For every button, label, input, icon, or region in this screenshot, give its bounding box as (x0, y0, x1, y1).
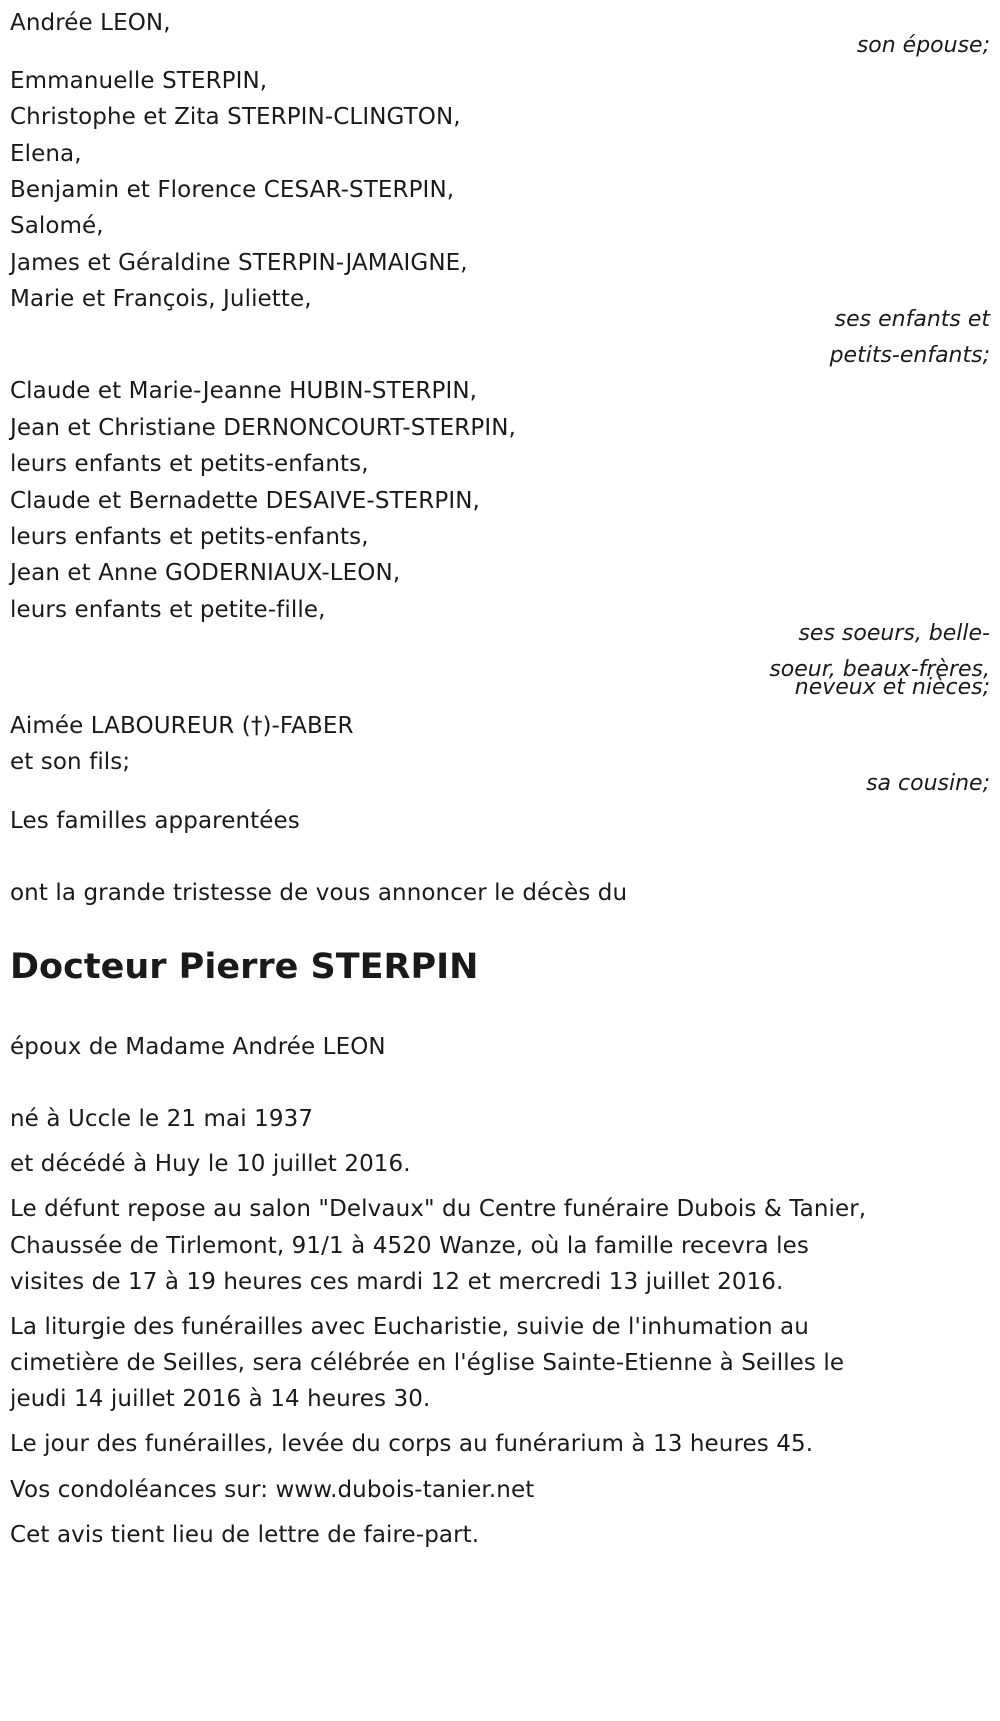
child-line: James et Géraldine STERPIN-JAMAIGNE, (10, 250, 468, 276)
child-line: Elena, (10, 141, 82, 167)
rest-line: Le défunt repose au salon "Delvaux" du Centre funéraire Dubois & Tanier, (10, 1196, 867, 1222)
child-line: Salomé, (10, 213, 104, 239)
siblings-role: ses soeurs, belle- (798, 621, 990, 646)
cousin-role: sa cousine; (866, 771, 990, 796)
siblings-role: soeur, beaux-frères, (769, 657, 990, 682)
death-line: et décédé à Huy le 10 juillet 2016. (10, 1151, 411, 1177)
announcement-line: ont la grande tristesse de vous annoncer le décès du (10, 880, 628, 906)
liturgy-line: jeudi 14 juillet 2016 à 14 heures 30. (10, 1386, 431, 1412)
rest-line: visites de 17 à 19 heures ces mardi 12 et mercredi 13 juillet 2016. (10, 1269, 784, 1295)
cousin-line: et son fils; (10, 749, 131, 775)
sibling-line: leurs enfants et petits-enfants, (10, 451, 369, 477)
families-line: Les familles apparentées (10, 808, 300, 834)
sibling-line: Claude et Marie-Jeanne HUBIN-STERPIN, (10, 378, 478, 404)
sibling-line: Jean et Christiane DERNONCOURT-STERPIN, (10, 415, 516, 441)
children-role: ses enfants et (834, 307, 990, 332)
liturgy-line: cimetière de Seilles, sera célébrée en l'église Sainte-Etienne à Seilles le (10, 1350, 845, 1376)
rest-line: Chaussée de Tirlemont, 91/1 à 4520 Wanze, où la famille recevra les (10, 1233, 809, 1259)
child-line: Benjamin et Florence CESAR-STERPIN, (10, 177, 455, 203)
child-line: Marie et François, Juliette, (10, 286, 312, 312)
spouse-name: Andrée LEON, (10, 10, 171, 36)
liturgy-line: La liturgie des funérailles avec Eucharistie, suivie de l'inhumation au (10, 1314, 809, 1340)
sibling-line: leurs enfants et petite-fille, (10, 597, 326, 623)
children-role: petits-enfants; (829, 343, 990, 368)
notice-line: Cet avis tient lieu de lettre de faire-part. (10, 1522, 480, 1548)
condolences-line: Vos condoléances sur: www.dubois-tanier.net (10, 1477, 535, 1503)
spouse-role: son épouse; (856, 33, 990, 58)
procession-line: Le jour des funérailles, levée du corps au funérarium à 13 heures 45. (10, 1431, 814, 1457)
child-line: Christophe et Zita STERPIN-CLINGTON, (10, 104, 461, 130)
sibling-line: leurs enfants et petits-enfants, (10, 524, 369, 550)
deceased-name: Docteur Pierre STERPIN (10, 947, 479, 987)
child-line: Emmanuelle STERPIN, (10, 68, 268, 94)
spouse-of-line: époux de Madame Andrée LEON (10, 1034, 386, 1060)
sibling-line: Jean et Anne GODERNIAUX-LEON, (10, 560, 401, 586)
birth-line: né à Uccle le 21 mai 1937 (10, 1106, 314, 1132)
siblings-role: neveux et nièces; (794, 675, 990, 700)
sibling-line: Claude et Bernadette DESAIVE-STERPIN, (10, 488, 480, 514)
cousin-line: Aimée LABOUREUR (†)-FABER (10, 713, 354, 739)
